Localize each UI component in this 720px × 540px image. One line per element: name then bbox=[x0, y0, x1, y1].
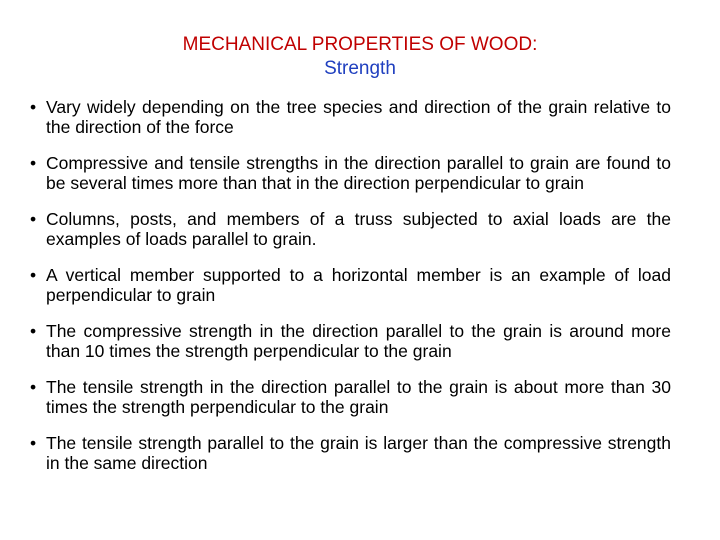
bullet-item bbox=[30, 209, 671, 249]
bullet-item bbox=[30, 377, 671, 417]
bullet-dot-icon: • bbox=[30, 153, 37, 173]
bullet-text: A vertical member supported to a horizontal member is an example of load perpendicular to grain bbox=[46, 265, 671, 305]
bullet-dot-icon: • bbox=[30, 265, 37, 285]
bullet-dot-icon: • bbox=[30, 433, 37, 453]
title-subtitle: Strength bbox=[324, 58, 396, 79]
bullet-text: The compressive strength in the direction parallel to the grain is around more than 10 times the strength perpendicular to the grain bbox=[46, 321, 671, 361]
bullet-item bbox=[30, 97, 671, 137]
bullet-item bbox=[30, 153, 671, 193]
bullet-dot-icon: • bbox=[30, 209, 37, 229]
bullet-text: Compressive and tensile strengths in the direction parallel to grain are found to be several times more than that in the direction perpendicular to grain bbox=[46, 153, 671, 193]
bullet-text: The tensile strength parallel to the grain is larger than the compressive strength in the same direction bbox=[46, 433, 671, 473]
bullet-text: Vary widely depending on the tree species and direction of the grain relative to the direction of the force bbox=[46, 97, 671, 137]
bullet-list bbox=[30, 97, 671, 473]
bullet-text: Columns, posts, and members of a truss subjected to axial loads are the examples of loads parallel to grain. bbox=[46, 209, 671, 249]
bullet-item bbox=[30, 265, 671, 305]
title-main: MECHANICAL PROPERTIES OF WOOD: bbox=[182, 34, 538, 55]
bullet-item bbox=[30, 321, 671, 361]
bullet-dot-icon: • bbox=[30, 377, 37, 397]
bullet-item bbox=[30, 433, 671, 473]
bullet-dot-icon: • bbox=[30, 97, 37, 117]
bullet-dot-icon: • bbox=[30, 321, 37, 341]
slide-title bbox=[0, 33, 720, 81]
bullet-text: The tensile strength in the direction parallel to the grain is about more than 30 times the strength perpendicular to the grain bbox=[46, 377, 671, 417]
